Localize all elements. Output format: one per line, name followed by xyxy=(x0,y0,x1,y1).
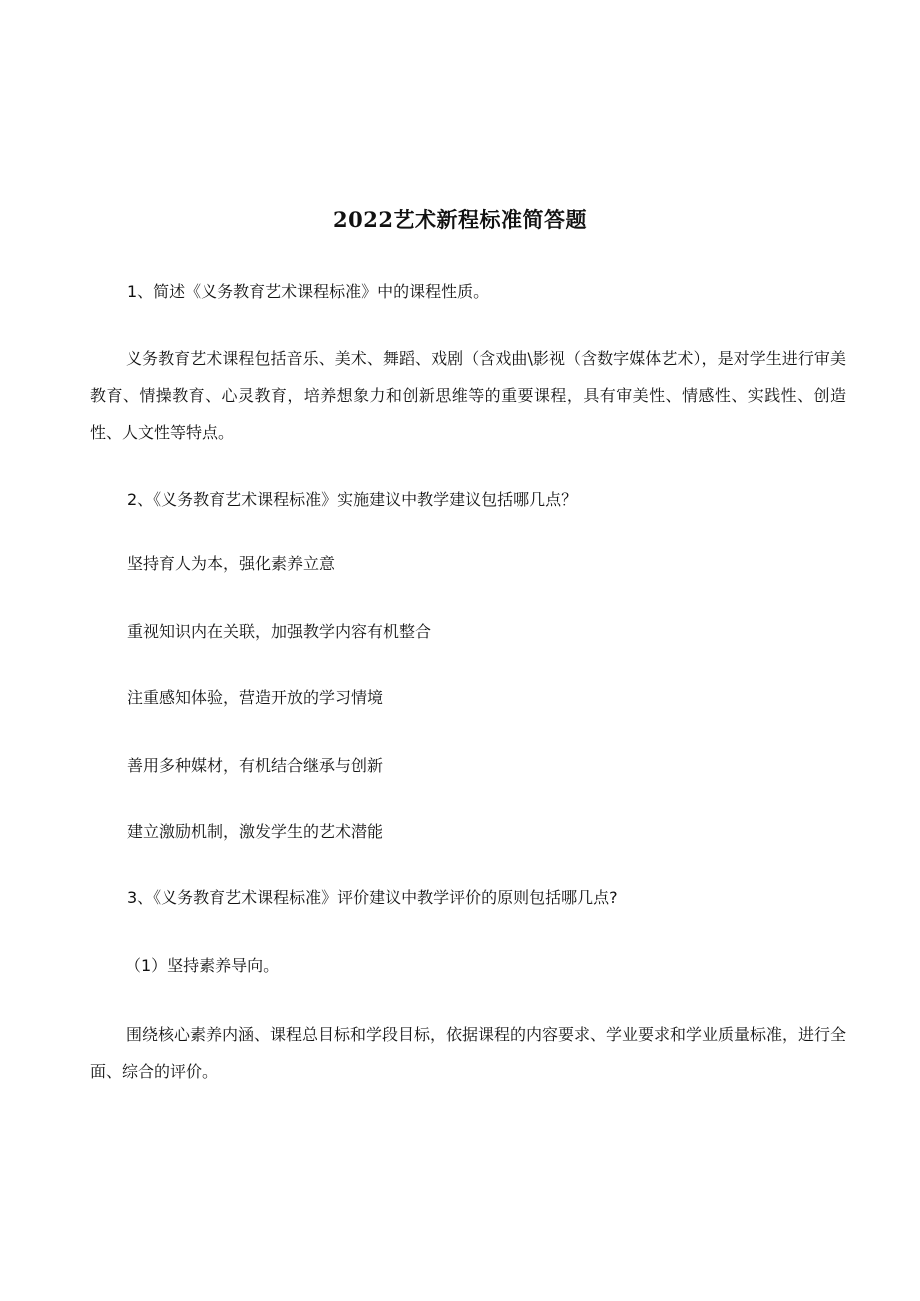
q3-point-1: （1）坚持素养导向。 xyxy=(125,956,280,975)
q2-point-3: 注重感知体验，营造开放的学习情境 xyxy=(127,688,384,707)
q2-point-5: 建立激励机制，激发学生的艺术潜能 xyxy=(127,822,384,841)
answer-1: 义务教育艺术课程包括音乐、美术、舞蹈、戏剧（含戏曲\影视（含数字媒体艺术），是对学生进行审美教育、情操教育、心灵教育，培养想象力和创新思维等的重要课程，具有审美性、情感性、实践性、创造性、人文性等特点。 xyxy=(90,349,846,442)
question-2: 2、《义务教育艺术课程标准》实施建议中教学建议包括哪几点？ xyxy=(127,490,578,509)
question-1: 1、简述《义务教育艺术课程标准》中的课程性质。 xyxy=(127,282,490,301)
document-title: 2022艺术新程标准简答题 xyxy=(333,207,587,232)
q2-point-2: 重视知识内在关联，加强教学内容有机整合 xyxy=(127,622,432,641)
q2-point-4: 善用多种媒材，有机结合继承与创新 xyxy=(127,756,384,775)
q3-point-1-text: 围绕核心素养内涵、课程总目标和学段目标，依据课程的内容要求、学业要求和学业质量标准，进行全面、综合的评价。 xyxy=(90,1025,847,1081)
question-3: 3、《义务教育艺术课程标准》评价建议中教学评价的原则包括哪几点? xyxy=(127,888,618,907)
q2-point-1: 坚持育人为本，强化素养立意 xyxy=(127,554,336,573)
